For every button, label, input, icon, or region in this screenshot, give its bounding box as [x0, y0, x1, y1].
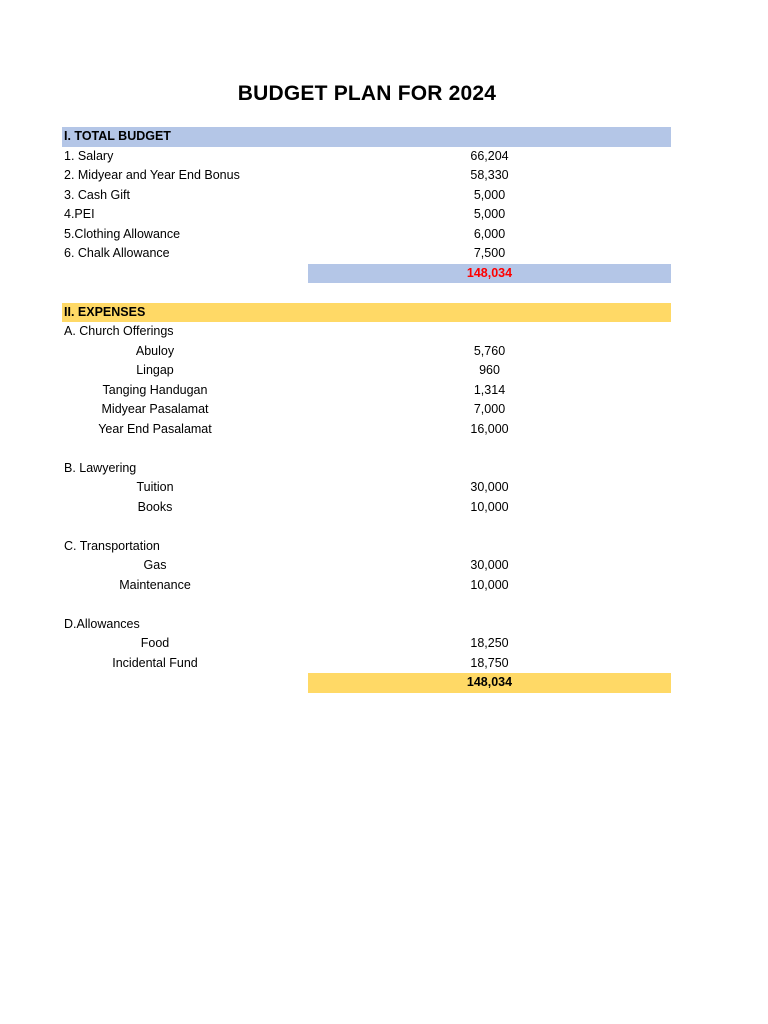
budget-sheet: [62, 127, 671, 693]
expense-item-amount: 7,000: [473, 402, 506, 416]
total-budget-header-row: [62, 127, 671, 147]
budget-item-label: 5.Clothing Allowance: [64, 226, 181, 241]
budget-row-chalk: [62, 244, 671, 264]
expense-group-church-offerings: [62, 322, 671, 342]
expense-item-amount: 960: [479, 363, 500, 377]
budget-item-amount: 66,204: [470, 148, 509, 163]
budget-item-label: 6. Chalk Allowance: [64, 246, 170, 260]
total-budget-total-row: [62, 264, 671, 284]
expense-item-label: Tuition: [136, 480, 174, 494]
budget-item-label: 4.PEI: [64, 207, 95, 221]
expense-row: [62, 634, 671, 654]
expenses-total-row: [62, 673, 671, 693]
expense-item-label: Lingap: [136, 363, 174, 377]
budget-item-amount: 5,000: [473, 207, 506, 221]
spacer: [62, 283, 671, 303]
expense-row: [62, 400, 671, 420]
budget-row-bonus: [62, 166, 671, 186]
spacer: [62, 517, 671, 537]
budget-row-salary: [62, 147, 671, 167]
expense-row: [62, 478, 671, 498]
total-budget-header: I. TOTAL BUDGET: [64, 129, 171, 143]
expense-item-amount: 1,314: [473, 382, 506, 397]
expenses-header: II. EXPENSES: [64, 304, 146, 319]
expense-item-amount: 30,000: [470, 480, 509, 494]
expense-group-label: C. Transportation: [64, 538, 160, 553]
expense-item-label: Tanging Handugan: [102, 382, 208, 397]
expense-item-label: Year End Pasalamat: [98, 421, 212, 436]
budget-row-clothing: [62, 225, 671, 245]
budget-item-amount: 7,500: [473, 246, 506, 260]
expense-group-label: B. Lawyering: [64, 460, 137, 475]
page-title: BUDGET PLAN FOR 2024: [237, 82, 497, 105]
expense-row: [62, 361, 671, 381]
expense-row: [62, 654, 671, 674]
expense-item-amount: 30,000: [470, 558, 509, 572]
budget-row-pei: [62, 205, 671, 225]
expense-group-label: A. Church Offerings: [64, 324, 174, 338]
expenses-total: 148,034: [466, 675, 513, 689]
total-budget-total: 148,034: [466, 265, 513, 280]
expense-row: [62, 420, 671, 440]
expense-row: [62, 498, 671, 518]
budget-row-cash-gift: [62, 186, 671, 206]
expense-item-amount: 18,750: [470, 655, 509, 670]
spacer: [62, 595, 671, 615]
expense-row: [62, 342, 671, 362]
expense-item-label: Maintenance: [119, 577, 191, 592]
spacer: [62, 439, 671, 459]
expense-item-amount: 10,000: [470, 499, 509, 514]
expense-item-label: Incidental Fund: [112, 655, 198, 670]
expenses-header-row: [62, 303, 671, 323]
expense-item-label: Midyear Pasalamat: [101, 402, 209, 416]
expense-item-label: Abuloy: [135, 343, 175, 358]
budget-item-label: 1. Salary: [64, 148, 114, 163]
budget-item-amount: 5,000: [473, 187, 506, 202]
expenses-header-bar: [62, 303, 671, 323]
budget-item-amount: 6,000: [473, 226, 506, 241]
expense-group-lawyering: [62, 459, 671, 479]
budget-item-label: 2. Midyear and Year End Bonus: [64, 168, 240, 182]
expense-group-label: D.Allowances: [64, 616, 140, 631]
expense-item-label: Food: [140, 636, 170, 650]
expense-item-label: Gas: [143, 558, 167, 572]
expense-item-amount: 5,760: [473, 343, 506, 358]
expense-group-transportation: [62, 537, 671, 557]
budget-item-amount: 58,330: [470, 168, 509, 182]
expense-item-label: Books: [137, 499, 173, 514]
expense-row: [62, 381, 671, 401]
expense-row: [62, 576, 671, 596]
expense-item-amount: 10,000: [470, 577, 509, 592]
expense-group-allowances: [62, 615, 671, 635]
expense-item-amount: 16,000: [470, 421, 509, 436]
expense-item-amount: 18,250: [470, 636, 509, 650]
expense-row: [62, 556, 671, 576]
budget-item-label: 3. Cash Gift: [64, 187, 130, 202]
